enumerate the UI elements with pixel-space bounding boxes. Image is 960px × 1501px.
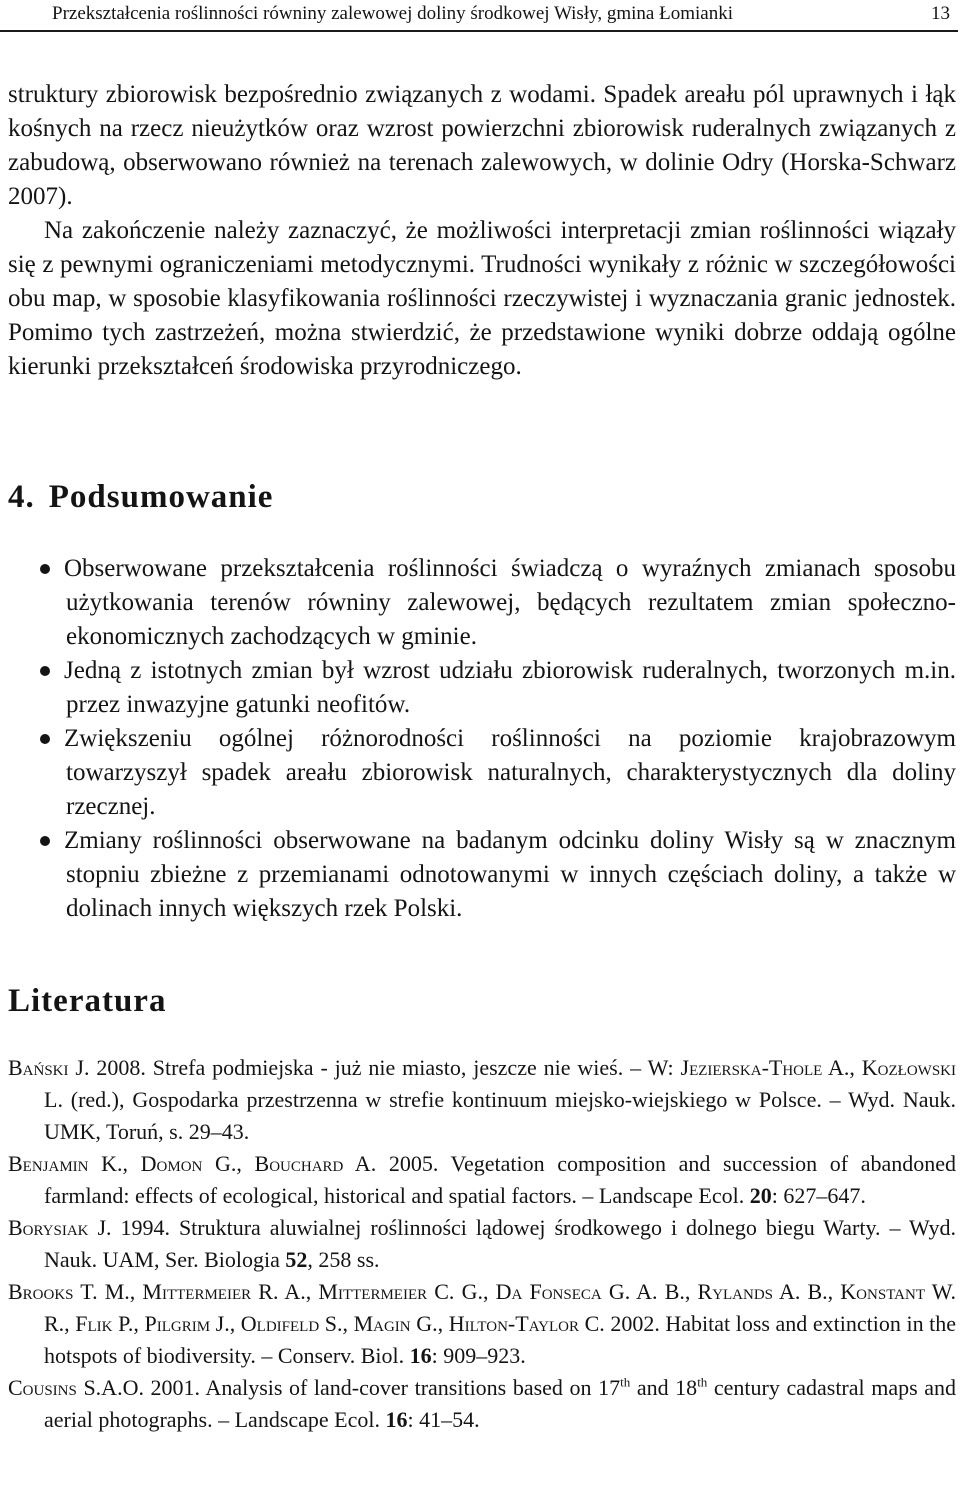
bullet-icon bbox=[40, 666, 50, 676]
page-number: 13 bbox=[931, 3, 950, 24]
author-name: Borysiak bbox=[8, 1215, 89, 1240]
author-name: Flik bbox=[75, 1311, 113, 1336]
author-name: Domon bbox=[140, 1151, 203, 1176]
ref-text: R. A., bbox=[251, 1279, 319, 1304]
paragraph-text: Na zakończenie należy zaznaczyć, że możliwości interpretacji zmian roślinności wiązały się z pewnymi ograniczeniami metodycznymi. Trudności wynikały z różnic w szczegółowości obu map, w sposobie klasyfikowania roślinności rzeczywistej i wyznaczania granic jednostek. Pomimo tych zastrzeżeń, można stwierdzić, że przedstawione wyniki dobrze oddają ogólne kierunki przekształceń środowiska przyrodniczego. bbox=[8, 217, 956, 380]
author-name: Benjamin bbox=[8, 1151, 89, 1176]
ref-text: P., bbox=[112, 1311, 145, 1336]
section-title: Podsumowanie bbox=[48, 479, 274, 515]
author-name: Bański bbox=[8, 1055, 69, 1080]
ref-text: : 909–923. bbox=[431, 1343, 526, 1368]
ref-text: : 41–54. bbox=[407, 1407, 480, 1432]
author-name: Konstant bbox=[840, 1279, 925, 1304]
ref-text: A. B., bbox=[773, 1279, 841, 1304]
reference-entry bbox=[8, 1148, 956, 1212]
ref-text: J. 1994. Struktura aluwialnej roślinności lądowej środkowego i dolnego biegu Warty. – Wyd. Nauk. UAM, Ser. Biologia bbox=[44, 1215, 956, 1272]
ref-text: W. R., bbox=[44, 1279, 956, 1336]
author-name: Cousins bbox=[8, 1375, 77, 1400]
section-heading-summary bbox=[8, 477, 273, 517]
reference-entry bbox=[8, 1276, 956, 1372]
ref-text: S., bbox=[319, 1311, 354, 1336]
running-title: Przekształcenia roślinności równiny zalewowej doliny środkowej Wisły, gmina Łomianki bbox=[52, 3, 733, 24]
list-item bbox=[8, 552, 956, 654]
volume-number: 16 bbox=[385, 1407, 408, 1432]
body-paragraph bbox=[8, 214, 956, 384]
superscript: th bbox=[697, 1374, 708, 1390]
bullet-text: Zmiany roślinności obserwowane na badanym odcinku doliny Wisły są w znacznym stopniu zbieżne z przemianami odnotowanymi w innych częściach doliny, a także w dolinach innych większych rzek Polski. bbox=[64, 827, 956, 922]
reference-entry bbox=[8, 1052, 956, 1148]
ref-text: A. 2005. Vegetation composition and succession of abandoned farmland: effects of ecological, historical and spatial factors. – Landscape Ecol. bbox=[44, 1151, 956, 1208]
ref-text: C. 2002. Habitat loss and extinction in the hotspots of biodiversity. – Conserv. Biol. bbox=[44, 1311, 957, 1368]
ref-text: A., bbox=[822, 1055, 862, 1080]
bullet-text: Zwiększeniu ogólnej różnorodności roślinności na poziomie krajobrazowym towarzyszył spadek areału zbiorowisk naturalnych, charakterystycznych dla doliny rzecznej. bbox=[64, 725, 956, 820]
author-name: Brooks bbox=[8, 1279, 74, 1304]
reference-list bbox=[8, 1052, 956, 1436]
ref-text: J., bbox=[210, 1311, 241, 1336]
volume-number: 16 bbox=[409, 1343, 432, 1368]
ref-text: G. A. B., bbox=[601, 1279, 698, 1304]
author-name: Oldifeld bbox=[240, 1311, 320, 1336]
ref-text: and 18 bbox=[630, 1375, 698, 1400]
ref-text: : 627–647. bbox=[771, 1183, 866, 1208]
author-name: Bouchard bbox=[254, 1151, 344, 1176]
reference-entry bbox=[8, 1212, 956, 1276]
author-name: Jezierska-Thole bbox=[680, 1055, 823, 1080]
ref-text: G., bbox=[410, 1311, 449, 1336]
bullet-icon bbox=[40, 836, 50, 846]
section-number: 4. bbox=[8, 479, 35, 515]
author-name: Pilgrim bbox=[144, 1311, 211, 1336]
ref-text: L. (red.), Gospodarka przestrzenna w strefie kontinuum miejsko-wiejskiego w Polsce. – Wyd. Nauk. UMK, Toruń, s. 29–43. bbox=[44, 1087, 956, 1144]
author-name: Magin bbox=[353, 1311, 411, 1336]
author-name: Rylands bbox=[697, 1279, 774, 1304]
list-item bbox=[8, 722, 956, 824]
author-name: Mittermeier bbox=[318, 1279, 428, 1304]
ref-text: C. G., bbox=[427, 1279, 496, 1304]
ref-text: T. M., bbox=[73, 1279, 143, 1304]
superscript: th bbox=[620, 1374, 631, 1390]
volume-number: 52 bbox=[285, 1247, 308, 1272]
ref-text: G., bbox=[202, 1151, 255, 1176]
summary-bullet-list bbox=[8, 552, 956, 926]
author-name: Kozłowski bbox=[861, 1055, 956, 1080]
list-item bbox=[8, 654, 956, 722]
bullet-text: Obserwowane przekształcenia roślinności świadczą o wyraźnych zmianach sposobu użytkowania terenów równiny zalewowej, będących rezultatem zmian społeczno-ekonomicznych zachodzących w gminie. bbox=[64, 555, 956, 650]
author-name: Mittermeier bbox=[142, 1279, 252, 1304]
running-header bbox=[0, 0, 958, 32]
volume-number: 20 bbox=[749, 1183, 772, 1208]
ref-text: J. 2008. Strefa podmiejska - już nie miasto, jeszcze nie wieś. – W: bbox=[68, 1055, 681, 1080]
bullet-icon bbox=[40, 734, 50, 744]
author-name: Hilton-Taylor bbox=[448, 1311, 579, 1336]
ref-text: S.A.O. 2001. Analysis of land-cover transitions based on 17 bbox=[76, 1375, 621, 1400]
ref-text: century cadastral maps and aerial photographs. – Landscape Ecol. bbox=[44, 1375, 957, 1432]
list-item bbox=[8, 824, 956, 926]
literature-heading: Literatura bbox=[8, 983, 167, 1019]
body-paragraph bbox=[8, 78, 956, 214]
bullet-icon bbox=[40, 564, 50, 574]
ref-text: K., bbox=[88, 1151, 141, 1176]
paragraph-text: struktury zbiorowisk bezpośrednio związanych z wodami. Spadek areału pól uprawnych i łąk kośnych na rzecz nieużytków oraz wzrost powierzchni zbiorowisk ruderalnych związanych z zabudową, obserwowano również na terenach zalewowych, w dolinie Odry (Horska-Schwarz 2007). bbox=[8, 81, 956, 210]
ref-text: , 258 ss. bbox=[307, 1247, 380, 1272]
author-name: Da Fonseca bbox=[495, 1279, 602, 1304]
bullet-text: Jedną z istotnych zmian był wzrost udziału zbiorowisk ruderalnych, tworzonych m.in. przez inwazyjne gatunki neofitów. bbox=[64, 657, 956, 718]
reference-entry bbox=[8, 1372, 956, 1436]
